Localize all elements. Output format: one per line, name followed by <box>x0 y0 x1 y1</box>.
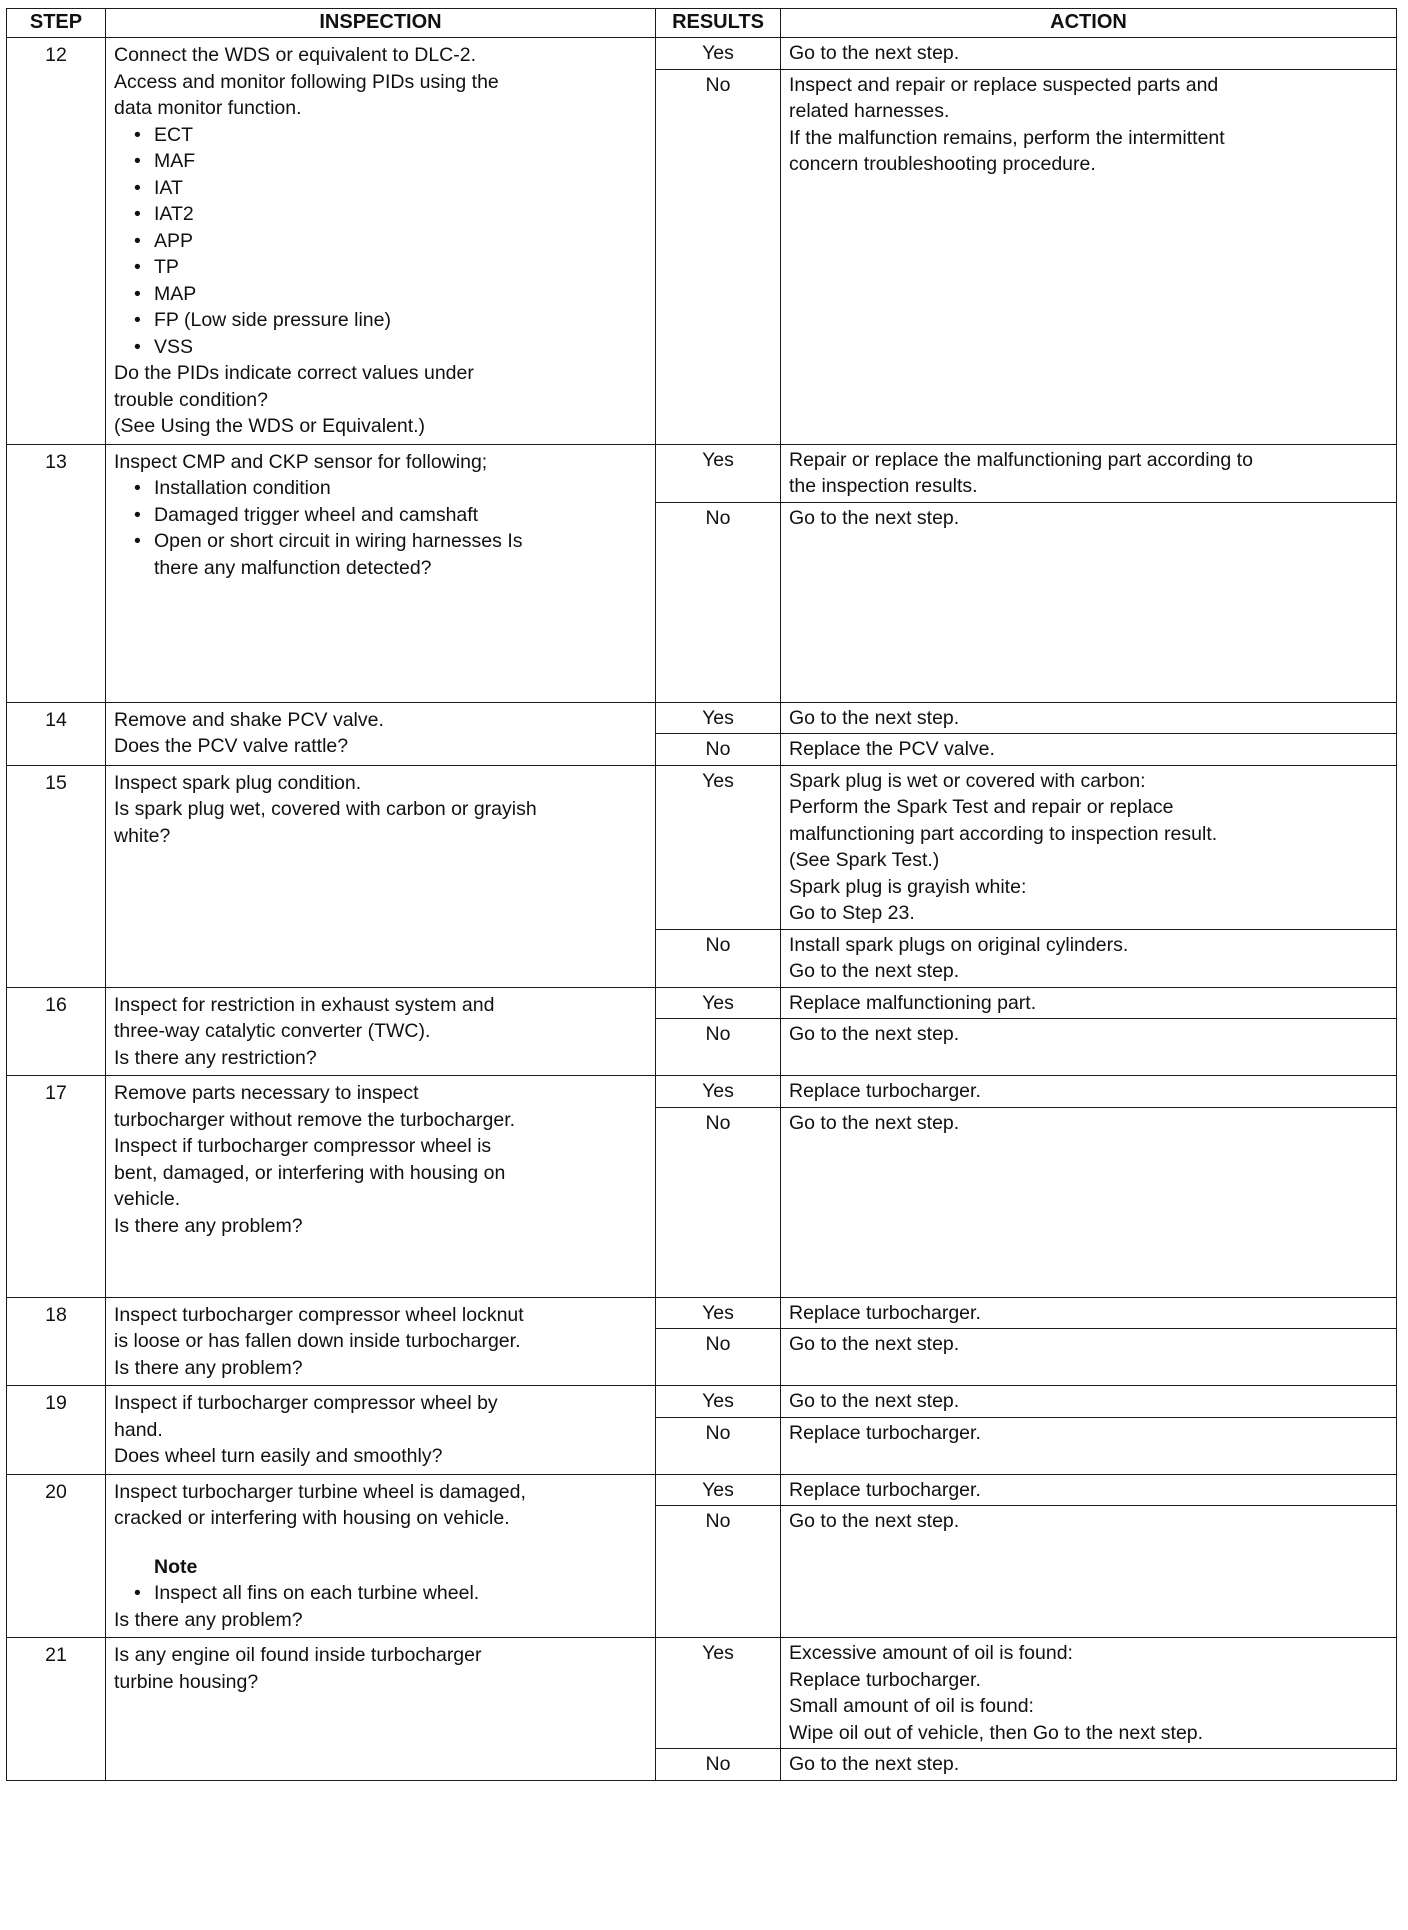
step-19-text: hand. <box>114 1418 163 1441</box>
step-17-number: 17 <box>7 1076 106 1298</box>
step-17-text: turbocharger without remove the turbocharger. <box>114 1108 516 1131</box>
pid-item: • TP <box>130 254 647 281</box>
step-19-text: Inspect if turbocharger compressor wheel by <box>114 1392 498 1414</box>
step-13-yes-row <box>7 444 1397 502</box>
step-21-inspection <box>106 1638 656 1781</box>
step-17-text: bent, damaged, or interfering with housing on <box>114 1161 506 1184</box>
action-line: related harnesses. <box>789 100 950 122</box>
header-inspection: INSPECTION <box>106 9 656 38</box>
step-17-text: Inspect if turbocharger compressor wheel is <box>114 1135 492 1157</box>
action-line: the inspection results. <box>789 475 978 497</box>
step-20-text: Inspect turbocharger turbine wheel is damaged, <box>114 1480 526 1503</box>
step-13-result-yes: Yes <box>656 444 781 502</box>
pid-item: • MAP <box>130 281 647 308</box>
step-18-text: is loose or has fallen down inside turbocharger. <box>114 1330 521 1352</box>
step-12-question: trouble condition? <box>114 388 268 411</box>
step-14-action-yes: Go to the next step. <box>781 702 1397 734</box>
step-18-text: Inspect turbocharger compressor wheel locknut <box>114 1303 524 1326</box>
step-17-action-yes: Replace turbocharger. <box>781 1076 1397 1108</box>
step-16-yes-row <box>7 987 1397 1019</box>
step-18-yes-row <box>7 1297 1397 1329</box>
step-16-text: three-way catalytic converter (TWC). <box>114 1020 431 1042</box>
step-17-text: Remove parts necessary to inspect <box>114 1082 419 1104</box>
step-14-result-no: No <box>656 734 781 766</box>
step-18-question: Is there any problem? <box>114 1356 303 1379</box>
step-16-result-yes: Yes <box>656 987 781 1019</box>
step-12-text: Access and monitor following PIDs using the <box>114 70 499 93</box>
action-line: Repair or replace the malfunctioning part according to <box>789 448 1253 471</box>
step-17-action-no: Go to the next step. <box>781 1107 1397 1297</box>
header-step: STEP <box>7 9 106 38</box>
step-21-result-no: No <box>656 1749 781 1781</box>
step-13-number: 13 <box>7 444 106 702</box>
step-16-text: Inspect for restriction in exhaust system and <box>114 993 495 1016</box>
step-12-action-no <box>781 69 1397 444</box>
action-line: Excessive amount of oil is found: <box>789 1642 1073 1664</box>
step-20-action-yes: Replace turbocharger. <box>781 1474 1397 1506</box>
step-20-yes-row <box>7 1474 1397 1506</box>
step-14-result-yes: Yes <box>656 702 781 734</box>
action-line: Spark plug is grayish white: <box>789 875 1027 898</box>
pid-item: • IAT2 <box>130 201 647 228</box>
step-18-action-yes: Replace turbocharger. <box>781 1297 1397 1329</box>
troubleshooting-table <box>6 8 1397 1781</box>
pid-item: • FP (Low side pressure line) <box>130 307 647 334</box>
note-item: • Inspect all fins on each turbine wheel. <box>130 1580 647 1607</box>
action-line: Go to Step 23. <box>789 902 915 924</box>
step-15-question: Is spark plug wet, covered with carbon or grayish <box>114 798 537 820</box>
step-21-result-yes: Yes <box>656 1638 781 1749</box>
step-15-result-no: No <box>656 929 781 987</box>
step-20-action-no: Go to the next step. <box>781 1506 1397 1638</box>
note-list <box>114 1580 647 1607</box>
step-12-yes-row <box>7 38 1397 70</box>
step-13-inspection <box>106 444 656 702</box>
step-16-number: 16 <box>7 987 106 1076</box>
step-19-inspection <box>106 1386 656 1475</box>
step-15-action-yes <box>781 765 1397 929</box>
step-16-result-no: No <box>656 1019 781 1076</box>
step-19-result-no: No <box>656 1417 781 1474</box>
step-14-question: Does the PCV valve rattle? <box>114 735 349 757</box>
step-17-yes-row <box>7 1076 1397 1108</box>
step-16-question: Is there any restriction? <box>114 1046 317 1069</box>
pid-item: • VSS <box>130 334 647 361</box>
step-17-text: vehicle. <box>114 1188 181 1210</box>
action-line: Inspect and repair or replace suspected parts and <box>789 73 1219 96</box>
action-line: Spark plug is wet or covered with carbon: <box>789 769 1146 792</box>
step-20-text: cracked or interfering with housing on vehicle. <box>114 1507 510 1529</box>
step-21-number: 21 <box>7 1638 106 1781</box>
check-item <box>130 528 647 581</box>
step-15-inspection <box>106 765 656 987</box>
step-18-result-yes: Yes <box>656 1297 781 1329</box>
action-line: Replace turbocharger. <box>789 1668 981 1691</box>
action-line: If the malfunction remains, perform the intermittent <box>789 126 1225 149</box>
pid-item: • MAF <box>130 148 647 175</box>
check-item-text: there any malfunction detected? <box>154 556 432 579</box>
pid-item: • IAT <box>130 175 647 202</box>
check-item: • Installation condition <box>130 475 647 502</box>
step-17-question: Is there any problem? <box>114 1214 303 1237</box>
step-19-number: 19 <box>7 1386 106 1475</box>
step-14-action-no: Replace the PCV valve. <box>781 734 1397 766</box>
step-12-reference: (See Using the WDS or Equivalent.) <box>114 415 426 437</box>
step-16-action-yes: Replace malfunctioning part. <box>781 987 1397 1019</box>
step-12-question: Do the PIDs indicate correct values under <box>114 362 474 384</box>
action-line: Go to the next step. <box>789 960 960 982</box>
table-header-row <box>7 9 1397 38</box>
step-14-yes-row <box>7 702 1397 734</box>
step-13-check-list <box>114 475 647 581</box>
step-14-inspection <box>106 702 656 765</box>
step-13-action-yes <box>781 444 1397 502</box>
action-line: (See Spark Test.) <box>789 849 940 871</box>
action-line: Small amount of oil is found: <box>789 1695 1034 1717</box>
step-18-number: 18 <box>7 1297 106 1386</box>
header-results: RESULTS <box>656 9 781 38</box>
step-15-text: Inspect spark plug condition. <box>114 771 362 794</box>
step-17-inspection <box>106 1076 656 1298</box>
troubleshooting-document <box>6 8 1396 1781</box>
check-item-text: • Open or short circuit in wiring harnesses Is <box>154 530 523 552</box>
step-15-question: white? <box>114 824 171 847</box>
step-12-inspection <box>106 38 656 445</box>
action-line: malfunctioning part according to inspection result. <box>789 822 1218 845</box>
step-17-result-no: No <box>656 1107 781 1297</box>
action-line: Wipe oil out of vehicle, then Go to the next step. <box>789 1721 1204 1744</box>
step-15-yes-row <box>7 765 1397 929</box>
step-12-action-yes: Go to the next step. <box>781 38 1397 70</box>
step-13-action-no: Go to the next step. <box>781 502 1397 702</box>
pid-item: • ECT <box>130 122 647 149</box>
step-12-text: data monitor function. <box>114 97 302 119</box>
step-12-text: Connect the WDS or equivalent to DLC-2. <box>114 44 477 66</box>
step-20-question: Is there any problem? <box>114 1608 303 1631</box>
step-21-question: turbine housing? <box>114 1670 259 1693</box>
step-15-result-yes: Yes <box>656 765 781 929</box>
step-12-result-no: No <box>656 69 781 444</box>
step-20-result-yes: Yes <box>656 1474 781 1506</box>
action-line: concern troubleshooting procedure. <box>789 153 1096 175</box>
action-line: Perform the Spark Test and repair or replace <box>789 796 1174 818</box>
step-12-number: 12 <box>7 38 106 445</box>
step-20-result-no: No <box>656 1506 781 1638</box>
step-19-question: Does wheel turn easily and smoothly? <box>114 1445 443 1467</box>
note-title: Note <box>154 1555 198 1578</box>
step-16-action-no: Go to the next step. <box>781 1019 1397 1076</box>
step-19-action-no: Replace turbocharger. <box>781 1417 1397 1474</box>
step-17-result-yes: Yes <box>656 1076 781 1108</box>
step-14-text: Remove and shake PCV valve. <box>114 708 384 731</box>
step-21-action-yes <box>781 1638 1397 1749</box>
step-21-yes-row <box>7 1638 1397 1749</box>
step-13-result-no: No <box>656 502 781 702</box>
step-12-result-yes: Yes <box>656 38 781 70</box>
step-19-yes-row <box>7 1386 1397 1418</box>
step-15-action-no <box>781 929 1397 987</box>
check-item: • Damaged trigger wheel and camshaft <box>130 502 647 529</box>
step-20-inspection <box>106 1474 656 1638</box>
step-18-action-no: Go to the next step. <box>781 1329 1397 1386</box>
step-12-pid-list <box>114 122 647 361</box>
step-18-result-no: No <box>656 1329 781 1386</box>
step-14-number: 14 <box>7 702 106 765</box>
pid-item: • APP <box>130 228 647 255</box>
step-18-inspection <box>106 1297 656 1386</box>
header-action: ACTION <box>781 9 1397 38</box>
step-15-number: 15 <box>7 765 106 987</box>
step-16-inspection <box>106 987 656 1076</box>
step-21-question: Is any engine oil found inside turbocharger <box>114 1644 482 1666</box>
step-13-text: Inspect CMP and CKP sensor for following; <box>114 450 488 473</box>
step-19-result-yes: Yes <box>656 1386 781 1418</box>
step-20-number: 20 <box>7 1474 106 1638</box>
step-19-action-yes: Go to the next step. <box>781 1386 1397 1418</box>
action-line: Install spark plugs on original cylinders. <box>789 933 1129 956</box>
step-21-action-no: Go to the next step. <box>781 1749 1397 1781</box>
